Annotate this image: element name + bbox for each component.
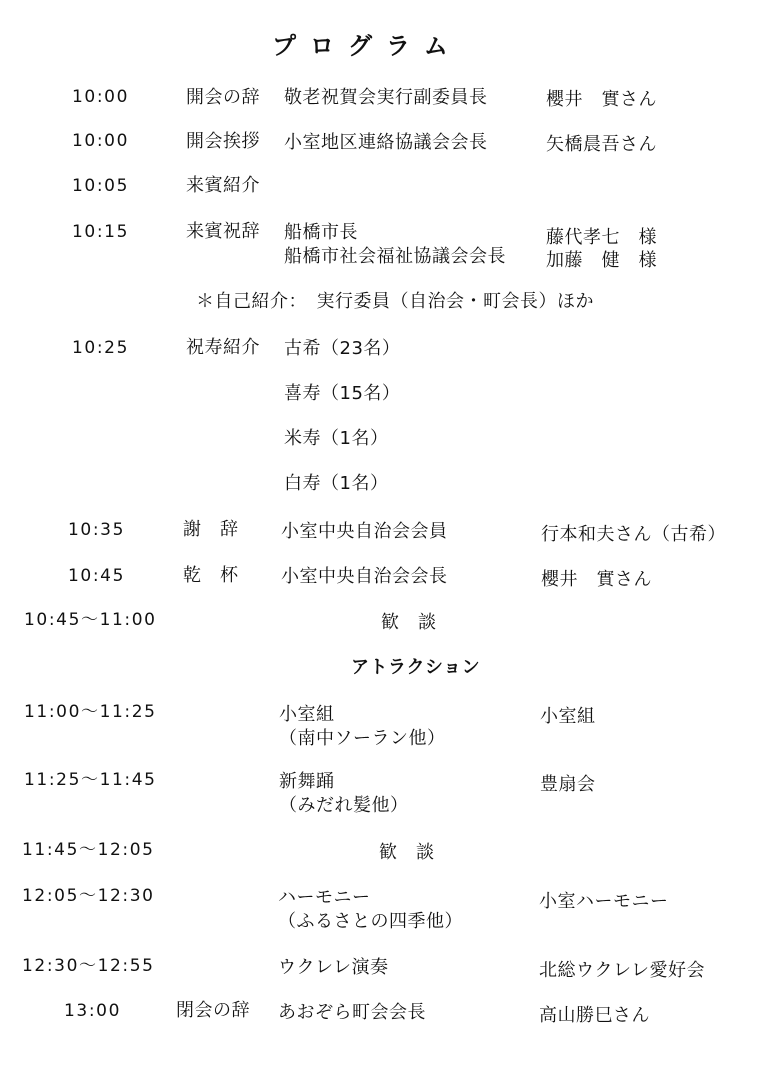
person-label: 高山勝巳さん [539, 1005, 650, 1026]
performance-subtitle: （みだれ髪他） [279, 795, 409, 816]
item-label: 乾 杯 [183, 565, 239, 586]
self-intro-note: ＊自己紹介： 実行委員（自治会・町会長）ほか [196, 291, 594, 312]
time-label: 12:05〜12:30 [22, 886, 155, 906]
time-label: 10:25 [72, 338, 129, 358]
time-label: 12:30〜12:55 [22, 956, 155, 976]
chat-break: 歓 談 [381, 612, 437, 633]
honoree-group: 白寿（1名） [284, 473, 389, 494]
item-label: 来賓紹介 [186, 175, 260, 196]
role-label: 船橋市長 [284, 222, 358, 243]
time-label: 10:00 [72, 87, 129, 107]
time-label: 13:00 [64, 1001, 121, 1021]
item-label: 閉会の辞 [176, 1000, 250, 1021]
time-label: 10:35 [68, 520, 125, 540]
person-label: 行本和夫さん（古希） [541, 524, 726, 545]
performer-label: 小室ハーモニー [539, 891, 669, 912]
performance-title: 新舞踊 [279, 771, 335, 792]
performance-subtitle: （南中ソーラン他） [279, 728, 446, 749]
person-label: 櫻井 實さん [541, 569, 652, 590]
person-label: 矢橋晨吾さん [546, 134, 657, 155]
role-label: 敬老祝賀会実行副委員長 [284, 87, 488, 108]
time-label: 10:00 [72, 131, 129, 151]
role-label: あおぞら町会会長 [278, 1002, 426, 1023]
performance-title: ハーモニー [278, 887, 371, 908]
time-label: 10:45 [68, 566, 125, 586]
role-label: 小室地区連絡協議会会長 [284, 132, 488, 153]
time-label: 10:15 [72, 222, 129, 242]
item-label: 開会の辞 [186, 87, 260, 108]
role-label: 小室中央自治会会長 [281, 566, 448, 587]
performance-title: ウクレレ演奏 [278, 957, 389, 978]
page-title: プログラム [272, 32, 462, 60]
performance-title: 小室組 [279, 704, 335, 725]
item-label: 来賓祝辞 [186, 221, 260, 242]
time-label: 11:00〜11:25 [24, 702, 157, 722]
honoree-group: 米寿（1名） [284, 428, 389, 449]
time-label: 11:45〜12:05 [22, 840, 155, 860]
performer-label: 小室組 [540, 706, 596, 727]
item-label: 謝 辞 [183, 519, 239, 540]
time-label: 10:05 [72, 176, 129, 196]
role-label: 小室中央自治会会員 [281, 521, 448, 542]
chat-break: 歓 談 [379, 842, 435, 863]
performance-subtitle: （ふるさとの四季他） [278, 911, 463, 932]
item-label: 開会挨拶 [186, 131, 260, 152]
time-label: 11:25〜11:45 [24, 770, 157, 790]
honoree-group: 古希（23名） [284, 338, 401, 359]
attraction-heading: アトラクション [351, 657, 481, 678]
item-label: 祝寿紹介 [186, 337, 260, 358]
time-label: 10:45〜11:00 [24, 610, 157, 630]
person-label: 櫻井 實さん [546, 89, 657, 110]
honoree-group: 喜寿（15名） [284, 383, 401, 404]
performer-label: 北総ウクレレ愛好会 [539, 960, 706, 981]
performer-label: 豊扇会 [540, 774, 596, 795]
person-label: 藤代孝七 様 [546, 227, 657, 248]
person-label: 加藤 健 様 [546, 250, 657, 271]
role-label: 船橋市社会福祉協議会会長 [284, 246, 506, 267]
